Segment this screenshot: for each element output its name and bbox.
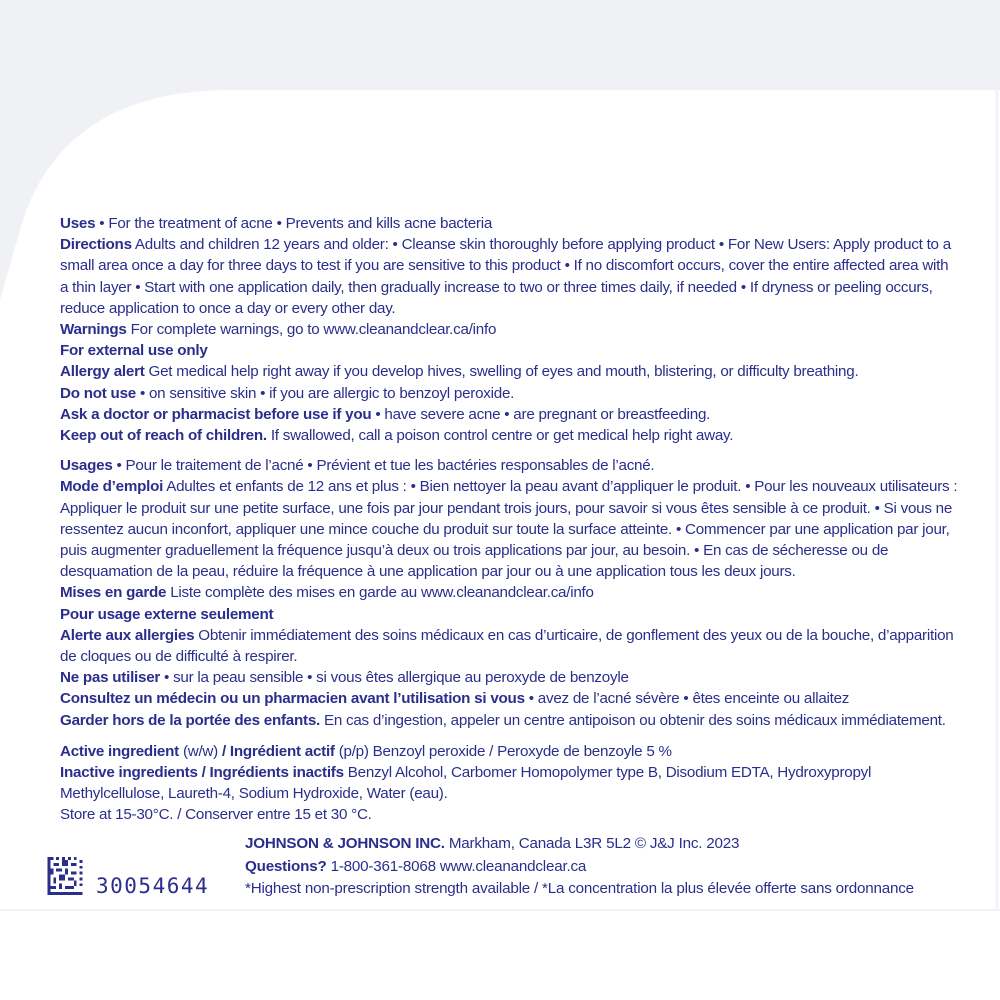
consultez-heading: Consultez un médecin ou un pharmacien avant l’utilisation si vous <box>60 690 525 708</box>
questions-heading: Questions? <box>245 857 327 875</box>
ask-doctor-line <box>60 404 960 425</box>
mode-emploi-heading: Mode d’emploi <box>60 478 164 496</box>
ask-doctor-heading: Ask a doctor or pharmacist before use if you <box>60 405 372 423</box>
do-not-use-text: • on sensitive skin • if you are allergic to benzoyl peroxide. <box>135 384 515 402</box>
ne-pas-utiliser-heading: Ne pas utiliser <box>60 669 161 687</box>
active-ingredient-heading: Active ingredient <box>60 742 179 760</box>
questions-line <box>245 856 914 879</box>
keep-out-heading: Keep out of reach of children. <box>60 427 267 445</box>
uses-line <box>60 213 960 234</box>
warnings-line <box>60 319 960 340</box>
ne-pas-utiliser-line <box>60 667 960 688</box>
lot-number: 30054644 <box>96 874 210 898</box>
active-pp: (p/p) <box>334 742 369 760</box>
usage-externe-heading: Pour usage externe seulement <box>60 605 274 623</box>
company-name: JOHNSON & JOHNSON INC. <box>245 835 445 852</box>
directions-heading: Directions <box>60 236 132 254</box>
storage-line: Store at 15-30°C. / Conserver entre 15 et 30 °C. <box>60 806 372 824</box>
allergy-alert-heading: Allergy alert <box>60 363 145 381</box>
usages-heading: Usages <box>60 457 113 475</box>
manufacturer-footer <box>245 833 914 901</box>
uses-heading: Uses <box>60 215 96 232</box>
ingredient-actif-heading: / Ingrédient actif <box>221 742 335 760</box>
alerte-allergies-line <box>60 625 960 667</box>
consultez-text: • avez de l’acné sévère • êtes enceinte ou allaitez <box>524 690 850 708</box>
garder-heading: Garder hors de la portée des enfants. <box>60 711 320 729</box>
do-not-use-line <box>60 383 960 404</box>
ne-pas-utiliser-text: • sur la peau sensible • si vous êtes allergique au peroxyde de benzoyle <box>160 669 629 687</box>
keep-out-line <box>60 425 960 446</box>
active-ingredient-text: Benzoyl peroxide / Peroxyde de benzoyle 5 % <box>368 742 672 760</box>
warnings-text: For complete warnings, go to www.cleanandclear.ca/info <box>126 321 497 339</box>
usages-line <box>60 455 960 476</box>
questions-text: 1-800-361-8068 www.cleanandclear.ca <box>326 857 587 875</box>
directions-text: Adults and children 12 years and older: • Cleanse skin thoroughly before applying product • For New Users: Apply product to a small area once a day for three days to test if you are sensitive to this product • If no discomfort occurs, cover the entire affected area with a thin layer • Start with one application daily, then gradually increase to two or three times daily, if needed • If dryness or peeling occurs, reduce application to once a day or every other day. <box>60 236 951 317</box>
mode-emploi-text: Adultes et enfants de 12 ans et plus : • Bien nettoyer la peau avant d’appliquer le produit. • Pour les nouveaux utilisateurs : Appliquer le produit sur une petite surface, une fois par jour pendant trois jours, pour savoir si vous êtes sensible à ce produit. • Si vous ne ressentez aucun inconfort, appliquer une mince couche du produit sur toute la surface atteinte. • Commencer par une application par jour, puis augmenter graduellement la fréquence jusqu’à deux ou trois applications par jour, au besoin. • En cas de sécheresse ou de desquamation de la peau, réduire la fréquence à une application par jour ou à une application tous les deux jours. <box>60 478 958 581</box>
allergy-alert-text: Get medical help right away if you develop hives, swelling of eyes and mouth, blistering, or difficulty breathing. <box>144 363 859 381</box>
mises-en-garde-line <box>60 582 960 603</box>
inactive-ingredients-heading: Inactive ingredients / Ingrédients inactifs <box>60 764 344 782</box>
alerte-allergies-heading: Alerte aux allergies <box>60 626 195 644</box>
keep-out-text: If swallowed, call a poison control centre or get medical help right away. <box>266 427 734 445</box>
active-ww: (w/w) <box>178 742 222 760</box>
do-not-use-heading: Do not use <box>60 384 136 402</box>
section-spacer <box>60 446 960 455</box>
company-address: Markham, Canada L3R 5L2 © J&J Inc. 2023 <box>444 835 740 852</box>
label-text-block <box>60 213 960 826</box>
company-line <box>245 833 914 856</box>
mises-en-garde-heading: Mises en garde <box>60 584 167 602</box>
uses-text: • For the treatment of acne • Prevents and kills acne bacteria <box>95 215 493 232</box>
warnings-heading: Warnings <box>60 321 127 339</box>
alerte-allergies-text: Obtenir immédiatement des soins médicaux en cas d’urticaire, de gonflement des yeux ou de la bouche, d’apparition de cloques ou de difficulté à respirer. <box>60 626 954 666</box>
external-use-heading: For external use only <box>60 342 208 360</box>
mises-en-garde-text: Liste complète des mises en garde au www.cleanandclear.ca/info <box>166 584 594 602</box>
consultez-line <box>60 688 960 709</box>
garder-line <box>60 710 960 731</box>
allergy-alert-line <box>60 361 960 382</box>
usages-text: • Pour le traitement de l’acné • Prévient et tue les bactéries responsables de l’acné. <box>112 457 655 475</box>
directions-paragraph <box>60 234 960 319</box>
strength-note: *Highest non-prescription strength available / *La concentration la plus élevée offerte sans ordonnance <box>245 880 914 897</box>
ask-doctor-text: • have severe acne • are pregnant or breastfeeding. <box>371 405 711 423</box>
section-spacer <box>60 731 960 741</box>
datamatrix-barcode-icon <box>47 857 83 895</box>
usage-externe-line <box>60 604 960 625</box>
garder-text: En cas d’ingestion, appeler un centre antipoison ou obtenir des soins médicaux immédiatement. <box>320 711 946 729</box>
mode-emploi-paragraph <box>60 476 960 582</box>
active-ingredient-line <box>60 741 960 762</box>
inactive-ingredients-text: Benzyl Alcohol, Carbomer Homopolymer type B, Disodium EDTA, Hydroxypropyl Methylcellulose, Laureth-4, Sodium Hydroxide, Water (eau). <box>60 764 872 803</box>
inactive-ingredients-paragraph <box>60 762 960 804</box>
external-use-line <box>60 340 960 361</box>
